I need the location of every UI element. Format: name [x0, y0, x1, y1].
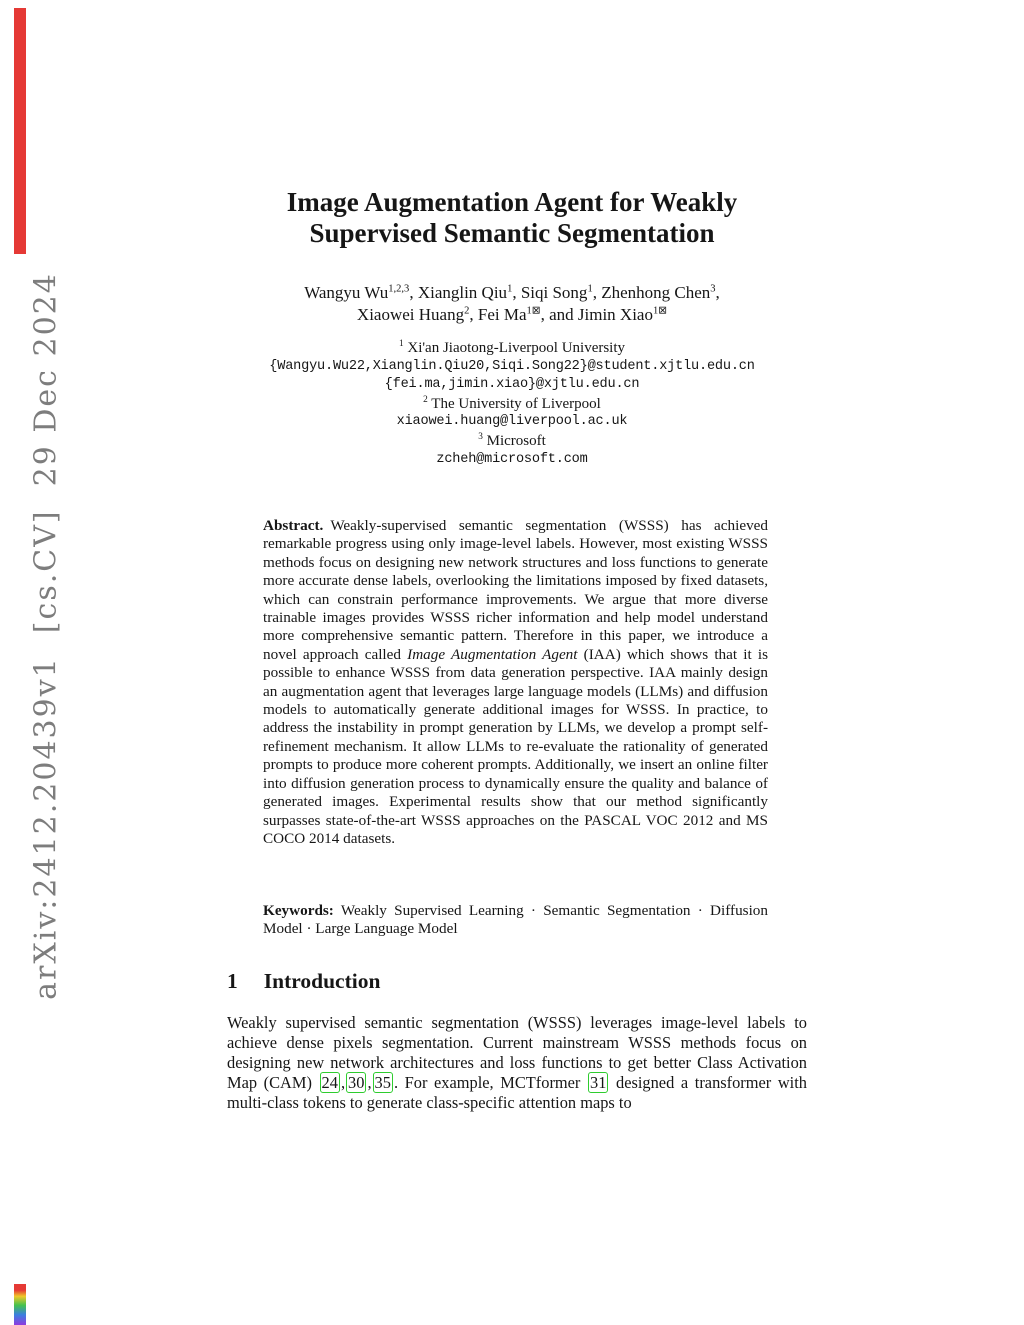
author-list [112, 282, 912, 326]
text-segment: (IAA) which shows that it is possible to enhance WSSS from data generation perspective. IAA mainly design an augmentation agent that leverages large language models (LLMs) and diffusion models to automatically generate additional images for WSSS. In practice, to address the instability in prompt generation by LLMs, we develop a prompt self-refinement mechanism. It allow LLMs to re-evaluate the rationality of generated prompts to produce more coherent prompts. Additionally, we insert an online filter into diffusion generation process to dynamically ensure the quality and balance of generated images. Experimental results show that our method significantly surpasses state-of-the-art WSSS approaches on the PASCAL VOC 2012 and MS COCO 2014 datasets. [263, 645, 768, 847]
affiliation-email: zcheh@microsoft.com [436, 451, 588, 467]
section-heading-introduction [227, 969, 380, 994]
author-line-2 [112, 304, 912, 326]
superscript-marker: 1 [587, 283, 593, 295]
citation-link[interactable]: 30 [348, 1072, 365, 1092]
text-segment: , [340, 1072, 346, 1092]
keywords-label: Keywords: [263, 902, 334, 919]
text-segment: , [715, 283, 720, 302]
email-envelope-icon: 1⊠ [652, 305, 668, 317]
affiliation-name: $^3$ Microsoft [478, 431, 546, 449]
section-number: 1 [227, 969, 238, 993]
paper-title-line1: Image Augmentation Agent for Weakly [286, 187, 738, 217]
affiliation-superscript: 2 [423, 394, 428, 405]
abstract [263, 517, 768, 848]
introduction-paragraph [227, 1013, 807, 1113]
abstract-text [263, 517, 768, 847]
text-segment: , and Jimin Xiao [540, 305, 653, 324]
affiliation-name: $^2$ The University of Liverpool [423, 394, 601, 412]
arxiv-watermark: arXiv:2412.20439v1 [cs.CV] 29 Dec 2024 [28, 272, 64, 1000]
text-segment: Weakly supervised semantic segmentation (WSSS) leverages image-level labels to achieve dense pixels segmentation. Current mainstream WSSS methods focus on designing new network architectures and loss functions to get better Class Activation Map (CAM) [227, 1013, 807, 1092]
text-segment: , Xianglin Qiu [409, 283, 508, 302]
affiliation-superscript: 3 [478, 431, 483, 442]
text-segment: Wangyu Wu [304, 283, 389, 302]
text-segment: designed a transformer with multi-class tokens to generate class-specific attention maps to [227, 1072, 807, 1112]
email-envelope-icon: 1⊠ [526, 305, 541, 317]
section-title: Introduction [263, 969, 381, 993]
text-segment: , [367, 1072, 372, 1092]
superscript-marker: 3 [710, 283, 716, 295]
paper-title [112, 187, 912, 249]
text-segment: . For example, MCTformer [393, 1072, 587, 1092]
affiliation-superscript: 1 [398, 339, 404, 349]
text-segment: , Zhenhong Chen [592, 283, 711, 302]
red-calibration-bar [14, 8, 26, 254]
citation-link[interactable]: 24 [321, 1072, 338, 1092]
text-segment: , Fei Ma [469, 305, 527, 324]
rainbow-calibration-bar [14, 1284, 26, 1325]
keywords-text: Weakly Supervised Learning · Semantic Segmentation · Diffusion Model · Large Language Model [263, 902, 768, 938]
text-segment: Weakly-supervised semantic segmentation (WSSS) has achieved remarkable progress using only image-level labels. However, most existing WSSS methods focus on designing new network structures and loss functions to generate more accurate dense labels, overlooking the limitations imposed by fixed datasets, which can constrain performance improvements. We argue that more diverse trainable images provides WSSS richer information and help model understand more comprehensive semantic pattern. Therefore in this paper, we introduce a novel approach called [263, 517, 768, 663]
affiliations-block [112, 339, 912, 469]
paper-title-line2: Supervised Semantic Segmentation [309, 218, 715, 248]
citation-link[interactable]: 31 [590, 1072, 607, 1092]
affiliation-email: {Wangyu.Wu22,Xianglin.Qiu20,Siqi.Song22}@student.xjtlu.edu.cn [269, 358, 755, 374]
superscript-marker: 1,2,3 [388, 283, 410, 295]
abstract-label: Abstract. [263, 517, 324, 534]
affiliation-email: {fei.ma,jimin.xiao}@xjtlu.edu.cn [384, 377, 640, 393]
superscript-marker: 2 [464, 305, 470, 317]
keywords [263, 902, 768, 939]
author-line-1 [112, 282, 912, 304]
citation-link[interactable]: 35 [374, 1072, 391, 1092]
superscript-marker: 1 [507, 283, 513, 295]
text-segment: Image Augmentation Agent [407, 645, 578, 663]
text-segment: , Siqi Song [512, 283, 588, 302]
text-segment: Xiaowei Huang [356, 305, 465, 324]
affiliation-name: $^1$ Xi'an Jiaotong-Liverpool University [398, 339, 626, 356]
affiliation-email: xiaowei.huang@liverpool.ac.uk [396, 414, 628, 430]
